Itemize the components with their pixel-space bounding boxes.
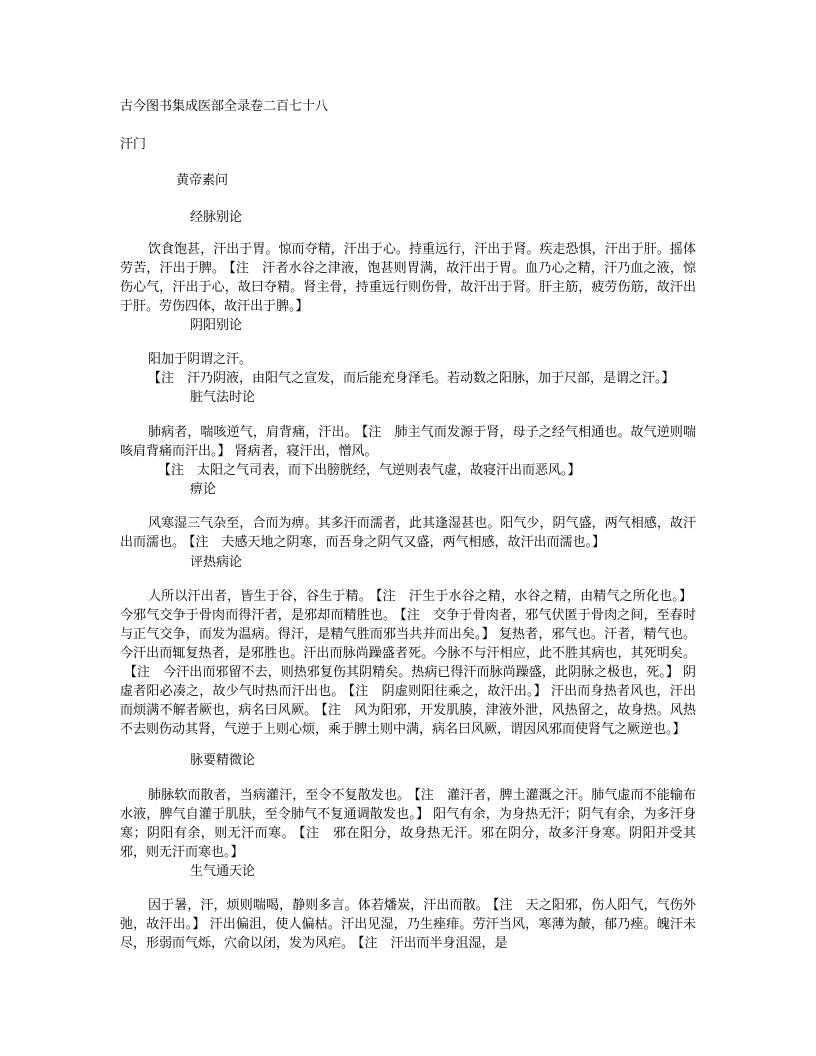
annotation-note: 【注 肺主气而发源于肾，母子之经气相通也。故气逆则喘咳肩背痛而汗出。】 [120, 425, 696, 459]
section-title: 评热病论 [190, 555, 243, 570]
section-body [120, 896, 696, 953]
text-passage: 肺脉软而散者，当病灌汗，至令不复散发也。 [148, 788, 411, 803]
text-passage: 饮食饱甚，汗出于胃。惊而夺精，汗出于心。持重远行，汗出于肾。疾走恐惧，汗出于肝。摇体劳苦，汗出于脾。 [120, 242, 696, 276]
chapter-title: 汗门 [120, 137, 147, 152]
annotation-note: 【注 汗者水谷之津液，饱甚则胃满，故汗出于胃。血乃心之精，汗乃血之液，惊伤心气，汗出于心，故曰夺精。肾主骨，持重远行则伤骨，故汗出于肾。肝主筋，疲劳伤筋，故汗出于肝。劳伤四体，故汗出于脾。】 [120, 261, 696, 314]
annotation-note: 【注 今汗出而邪留不去，则热邪复伤其阴精矣。热病已得汗而脉尚躁盛，此阴脉之极也，死。】 [124, 665, 679, 680]
annotation-note: 【注 邪在阳分，故身热无汗。邪在阴分，故多汗身寒。阴阳并受其邪，则无汗而寒也。】 [120, 826, 696, 860]
text-passage: 阴虚者阳必凑之，故少气时热而汗出也。 [120, 665, 696, 699]
section-title: 经脉别论 [190, 210, 243, 225]
source-book-title: 黄帝素问 [176, 173, 229, 188]
section-title: 痹论 [190, 482, 217, 497]
section-body [120, 587, 696, 739]
annotation-note: 【注 太阳之气司表，而下出膀胱经，气逆则表气虚，故寝汗出而恶风。】 [158, 463, 581, 478]
text-passage: 汗出偏沮，使人偏枯。汗出见湿，乃生痤痱。劳汗当风，寒薄为皶，郁乃痤。魄汗未尽，形弱而气烁，穴俞以闭，发为风疟。 [120, 917, 696, 951]
text-passage: 风寒湿三气杂至，合而为痹。其多汗而濡者，此其逢湿甚也。阳气少，阴气盛，两气相感，故汗出而濡也。 [120, 516, 696, 550]
annotation-note: 【注 交争于骨肉者，邪气伏匿于骨肉之间，至春时与正气交争，而发为温病。得汗，是精气胜而邪当共并而出矣。】 [120, 608, 696, 642]
text-passage: 汗出而身热者风也，汗出而烦满不解者厥也，病名曰风厥。 [120, 684, 696, 718]
annotation-note: 【注 汗出而半身沮湿，是 [358, 936, 508, 951]
annotation-note: 【注 汗乃阴液，由阳气之宣发，而后能充身泽毛。若动数之阳脉，加于尺部，是谓之汗。】 [148, 371, 675, 386]
annotation-note: 【注 夫感天地之阴寒，而吾身之阴气又盛，两气相感，故汗出而濡也。】 [189, 535, 606, 550]
text-passage: 今邪气交争于骨肉而得汗者，是邪却而精胜也。 [120, 608, 397, 623]
text-passage: 肾病者，寝汗出，憎风。 [234, 444, 378, 459]
section-body [120, 786, 696, 862]
text-passage: 阳气有余，为身热无汗；阴气有余，为多汗身寒；阴阳有余，则无汗而寒。 [120, 807, 696, 841]
section-body [120, 240, 696, 316]
section-body [120, 423, 696, 461]
text-passage: 阳加于阴谓之汗。 [148, 352, 253, 367]
section-title: 生气通天论 [190, 864, 256, 879]
text-passage: 因于暑，汗，烦则喘喝，静则多言。体若燔炭，汗出而散。 [148, 898, 489, 913]
annotation-note: 【注 汗生于水谷之精，水谷之精，由精气之所化也。】 [375, 589, 692, 604]
page-header: 古今图书集成医部全录卷二百七十八 [120, 99, 329, 114]
text-passage: 复热者，邪气也。汗者，精气也。今汗出而辄复热者，是邪胜也。汗出而脉尚躁盛者死。今脉不与汗相应，此不胜其病也，其死明矣。 [120, 627, 696, 661]
annotation-note: 【注 天之阳邪，伤人阳气，气伤外弛，故汗出。】 [120, 898, 696, 932]
section-body [120, 514, 696, 552]
section-title: 阴阳别论 [190, 318, 243, 333]
annotation-note: 【注 风为阳邪，开发肌腠，津液外泄，风热留之，故身热。风热不去则伤动其肾，气逆于上则心烦，乘于脾土则中满，病名曰风厥，谓因风邪而使肾气之厥逆也。】 [120, 703, 696, 737]
annotation-note: 【注 灌汗者，脾土灌溉之汗。肺气虚而不能输布水液，脾气自灌于肌肤，至令肺气不复通调散发也。】 [120, 788, 696, 822]
text-passage: 肺病者，喘咳逆气，肩背痛，汗出。 [148, 425, 358, 440]
annotation-note: 【注 阴虚则阳往乘之，故汗出。】 [348, 684, 547, 699]
section-title: 脏气法时论 [190, 390, 256, 405]
text-passage: 人所以汗出者，皆生于谷，谷生于精。 [148, 589, 372, 604]
section-title: 脉要精微论 [190, 753, 256, 768]
